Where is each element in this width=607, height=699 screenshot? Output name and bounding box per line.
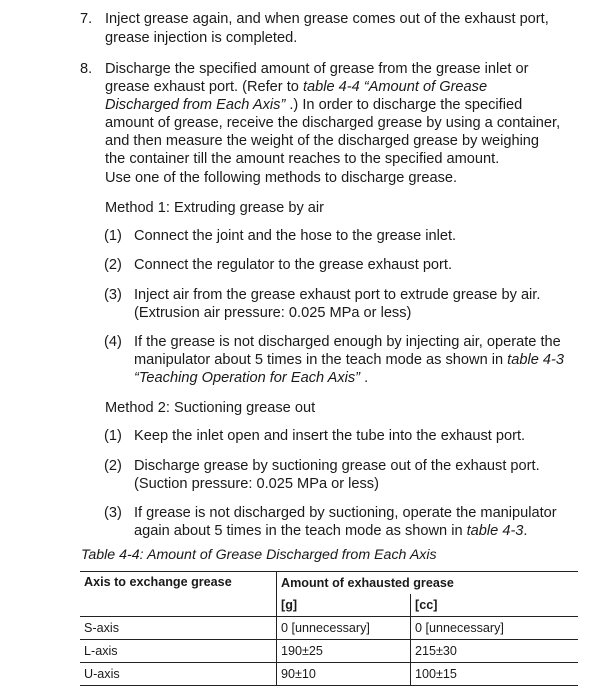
method-1-item-1-text: Connect the joint and the hose to the grease inlet. xyxy=(134,228,457,244)
row-cc: 215±30 xyxy=(411,640,579,663)
method-2-item-3-text-2 xyxy=(134,522,527,540)
method-2-item-2-number: (2) xyxy=(104,458,122,474)
method-2-item-1-text: Keep the inlet open and insert the tube into the exhaust port. xyxy=(134,428,526,444)
table-header-row xyxy=(80,572,578,595)
method-1-item-3-text: Inject air from the grease exhaust port to extrude grease by air. xyxy=(134,287,541,303)
row-cc: 0 [unnecessary] xyxy=(411,617,579,640)
table-caption: Table 4-4: Amount of Grease Discharged from Each Axis xyxy=(81,547,437,563)
step-8-line-2-text: grease exhaust port. (Refer to xyxy=(105,79,303,95)
method-1-item-4-number: (4) xyxy=(104,334,122,350)
method-2-item-3-text: If grease is not discharged by suctioning, operate the manipulator xyxy=(134,505,557,521)
row-axis: S-axis xyxy=(84,621,119,635)
step-8-number: 8. xyxy=(80,61,93,77)
step-8-line-2 xyxy=(105,78,487,96)
grease-amount-table xyxy=(80,571,578,686)
step-8-line-3-text: .) In order to discharge the specified xyxy=(285,97,523,113)
method-1-item-4-text-3 xyxy=(134,369,368,387)
method-2-item-3-number: (3) xyxy=(104,505,122,521)
row-axis: L-axis xyxy=(84,644,118,658)
method-1-item-3-number: (3) xyxy=(104,287,122,303)
method-2-item-3-text-2b: . xyxy=(523,523,528,539)
header-amount: Amount of exhausted grease xyxy=(277,572,579,595)
step-7-line-2: grease injection is completed. xyxy=(105,30,298,46)
table-row xyxy=(80,617,578,640)
method-2-item-2-text: Discharge grease by suctioning grease out of the exhaust port. xyxy=(134,458,540,474)
method-2-title: Method 2: Suctioning grease out xyxy=(105,400,316,416)
step-7-number: 7. xyxy=(80,11,93,27)
method-1-item-3-text-2: (Extrusion air pressure: 0.025 MPa or less) xyxy=(134,305,412,321)
method-1-item-4-text-3b: . xyxy=(360,370,369,386)
method-1-item-2-number: (2) xyxy=(104,257,122,273)
method-1-item-1-number: (1) xyxy=(104,228,122,244)
method-1-item-4-text-2a: manipulator about 5 times in the teach mode as shown in xyxy=(134,352,508,368)
method-2-item-2-text-2: (Suction pressure: 0.025 MPa or less) xyxy=(134,476,379,492)
table-4-3-reference-2: table 4-3 xyxy=(466,523,524,539)
step-8-line-5: and then measure the weight of the discharged grease by weighing xyxy=(105,133,540,149)
step-8-line-1: Discharge the specified amount of grease from the grease inlet or xyxy=(105,61,529,77)
step-8-line-7: Use one of the following methods to discharge grease. xyxy=(105,170,458,186)
method-1-title: Method 1: Extruding grease by air xyxy=(105,200,325,216)
header-unit-g: [g] xyxy=(277,594,411,617)
table-4-3-reference-cont: “Teaching Operation for Each Axis” xyxy=(134,370,361,386)
header-axis: Axis to exchange grease xyxy=(80,572,277,617)
method-1-item-4-text: If the grease is not discharged enough by injecting air, operate the xyxy=(134,334,561,350)
row-g: 190±25 xyxy=(277,640,411,663)
step-8-line-3 xyxy=(105,96,522,114)
row-cc: 100±15 xyxy=(411,663,579,686)
step-7-line-1: Inject grease again, and when grease comes out of the exhaust port, xyxy=(105,11,549,27)
header-unit-cc: [cc] xyxy=(411,594,579,617)
table-row xyxy=(80,663,578,686)
method-2-item-3-text-2a: again about 5 times in the teach mode as shown in xyxy=(134,523,467,539)
row-g: 0 [unnecessary] xyxy=(277,617,411,640)
method-1-item-4-text-2 xyxy=(134,351,564,369)
row-axis: U-axis xyxy=(84,667,120,681)
method-1-item-2-text: Connect the regulator to the grease exhaust port. xyxy=(134,257,453,273)
method-2-item-1-number: (1) xyxy=(104,428,122,444)
row-g: 90±10 xyxy=(277,663,411,686)
table-4-4-reference: table 4-4 “Amount of Grease xyxy=(302,79,488,95)
table-4-3-reference: table 4-3 xyxy=(507,352,564,368)
step-8-line-6: the container till the amount reaches to the specified amount. xyxy=(105,151,500,167)
table-4-4-reference-cont: Discharged from Each Axis” xyxy=(105,97,286,113)
step-8-line-4: amount of grease, receive the discharged grease by using a container, xyxy=(105,115,561,131)
table-row xyxy=(80,640,578,663)
